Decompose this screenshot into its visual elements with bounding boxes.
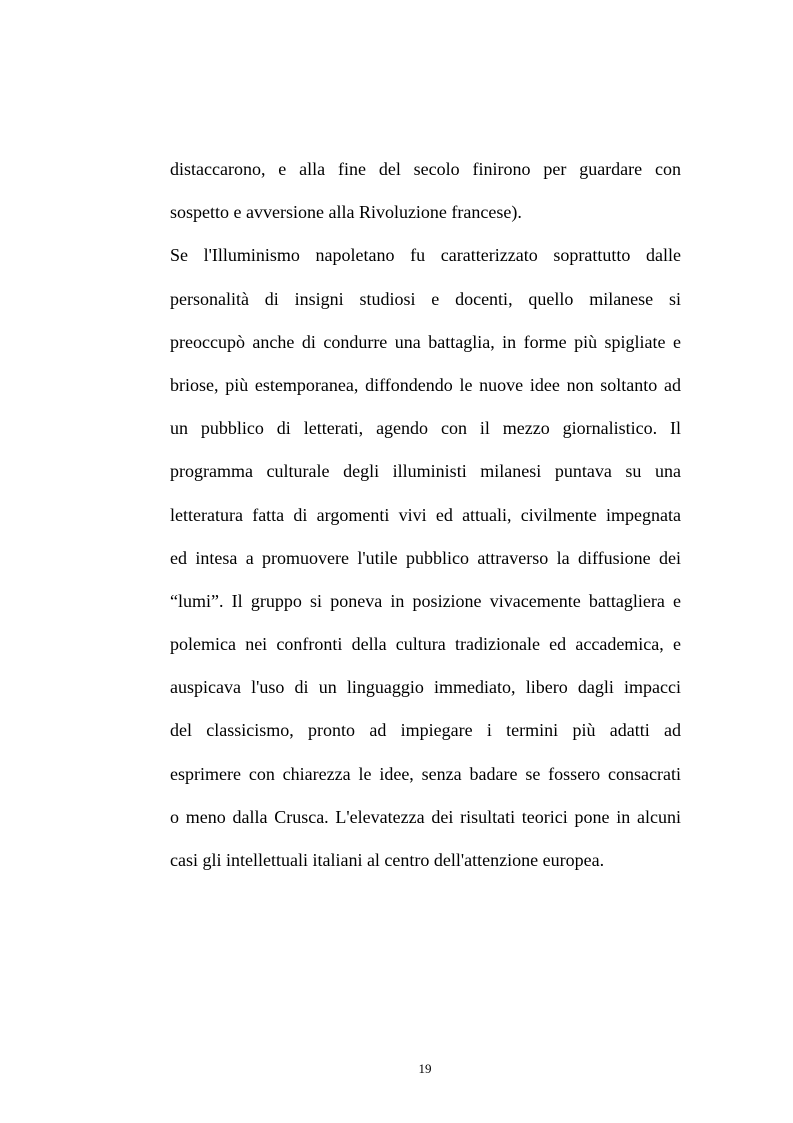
text-line: preoccupò anche di condurre una battaglia, in forme più spigliate e xyxy=(170,331,681,352)
text-line: o meno dalla Crusca. L'elevatezza dei risultati teorici pone in alcuni xyxy=(170,806,681,827)
text-line: polemica nei confronti della cultura tradizionale ed accademica, e xyxy=(170,634,681,655)
text-line: distaccarono, e alla fine del secolo finirono per guardare con xyxy=(170,159,681,179)
text-line: briose, più estemporanea, diffondendo le nuove idee non soltanto ad xyxy=(170,374,681,395)
text-line: un pubblico di letterati, agendo con il mezzo giornalistico. Il xyxy=(170,418,681,439)
text-line: ed intesa a promuovere l'utile pubblico attraverso la diffusione dei xyxy=(170,547,681,568)
body-text xyxy=(170,148,681,882)
text-line: auspicava l'uso di un linguaggio immediato, libero dagli impacci xyxy=(170,677,681,698)
text-line: sospetto e avversione alla Rivoluzione francese). xyxy=(170,202,522,223)
text-line: personalità di insigni studiosi e docenti, quello milanese si xyxy=(170,288,681,309)
text-line: programma culturale degli illuministi milanesi puntava su una xyxy=(170,461,681,482)
text-line: Se l'Illuminismo napoletano fu caratterizzato soprattutto dalle xyxy=(170,245,681,266)
text-line: “lumi”. Il gruppo si poneva in posizione vivacemente battagliera e xyxy=(170,590,681,611)
text-line: del classicismo, pronto ad impiegare i termini più adatti ad xyxy=(170,720,681,741)
text-line: letteratura fatta di argomenti vivi ed attuali, civilmente impegnata xyxy=(170,504,681,525)
page-number: 19 xyxy=(418,1061,432,1076)
text-line: casi gli intellettuali italiani al centro dell'attenzione europea. xyxy=(170,850,605,870)
text-line: esprimere con chiarezza le idee, senza badare se fossero consacrati xyxy=(170,763,681,784)
